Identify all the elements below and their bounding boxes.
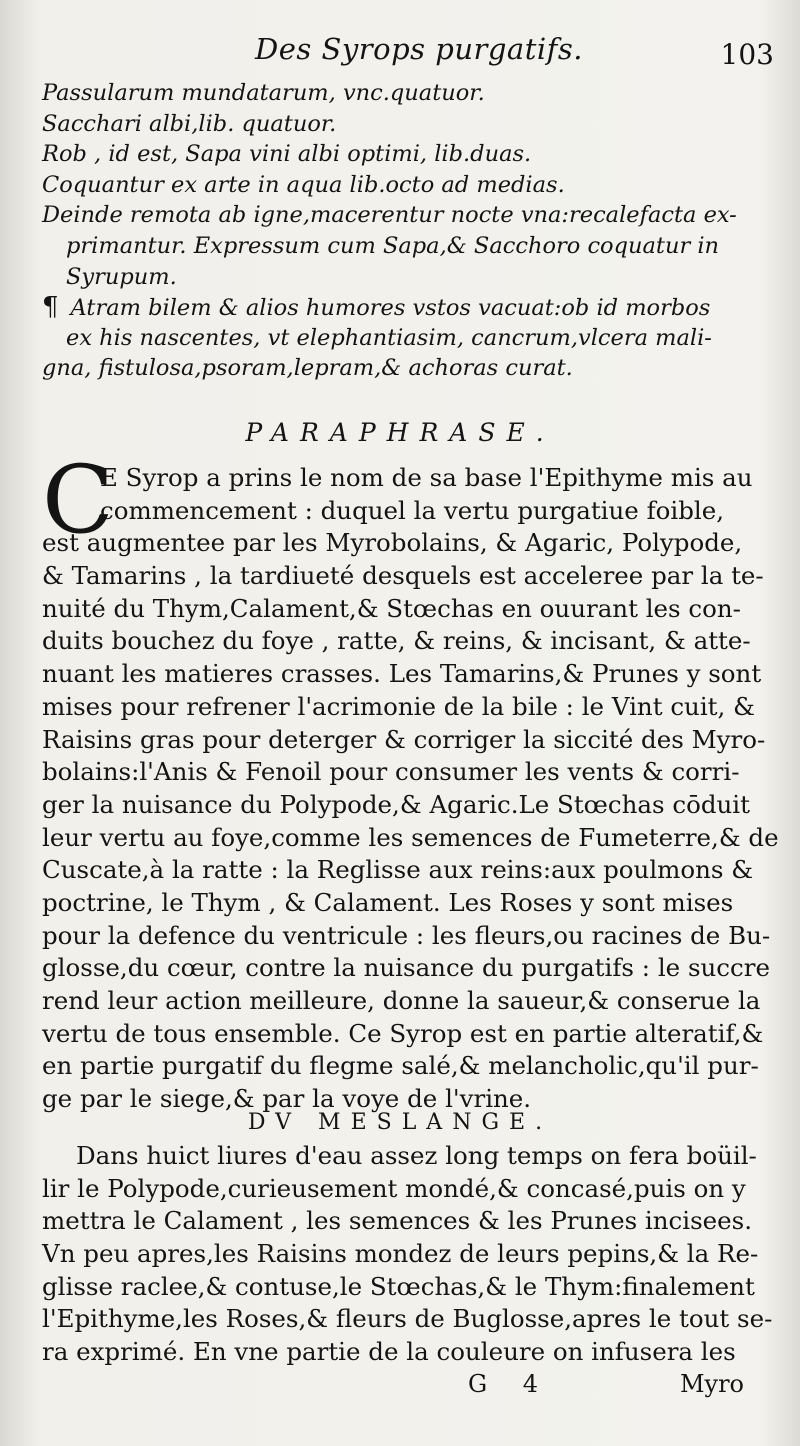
meslange-heading: DV MESLANGE.	[247, 1110, 553, 1135]
body-line: lir le Polypode,curieusement mondé,& concasé,puis on y	[42, 1173, 746, 1203]
body-line: mettra le Calament , les semences & les Prunes incisees.	[42, 1206, 753, 1236]
body-line: ger la nuisance du Polypode,& Agaric.Le Stœchas cōduit	[42, 789, 750, 819]
body-line: glosse,du cœur, contre la nuisance du purgatifs : le succre	[42, 953, 770, 983]
body-line: Vn peu apres,les Raisins mondez de leurs pepins,& la Re-	[42, 1239, 759, 1269]
body-line: bolains:l'Anis & Fenoil pour consumer les vents & corri-	[42, 757, 740, 787]
recipe-line: Rob , id est, Sapa vini albi optimi, lib.duas.	[42, 141, 532, 168]
recipe-line: Deinde remota ab igne,macerentur nocte vna:recalefacta ex-	[42, 202, 737, 229]
body-line: & Tamarins , la tardiueté desquels est acceleree par la te-	[42, 561, 764, 591]
note-line	[42, 292, 762, 323]
body-line: ge par le siege,& par la voye de l'vrine.	[42, 1084, 532, 1114]
body-line: ra exprimé. En vne partie de la couleure on infusera les	[42, 1337, 736, 1367]
note-line: gna, fistulosa,psoram,lepram,& achoras curat.	[42, 355, 573, 382]
recipe-line: Sacchari albi,lib. quatuor.	[42, 110, 337, 137]
pilcrow-mark: ¶	[42, 292, 59, 323]
body-line: vertu de tous ensemble. Ce Syrop est en partie alteratif,&	[42, 1018, 764, 1048]
body-line: en partie purgatif du flegme salé,& melancholic,qu'il pur-	[42, 1051, 759, 1081]
recipe-line: Syrupum.	[66, 263, 177, 290]
body-line: pour la defence du ventricule : les fleurs,ou racines de Bu-	[42, 920, 771, 950]
body-line: leur vertu au foye,comme les semences de Fumeterre,& de	[42, 822, 779, 852]
body-line: duits bouchez du foye , ratte, & reins, & incisant, & atte-	[42, 626, 751, 656]
body-line: est augmentee par les Myrobolains, & Agaric, Polypode,	[42, 528, 743, 558]
meslange-body	[42, 1140, 773, 1369]
recipe-line: Coquantur ex arte in aqua lib.octo ad medias.	[42, 171, 565, 198]
body-line: Cuscate,à la ratte : la Reglisse aux reins:aux poulmons &	[42, 855, 754, 885]
body-line: nuant les matieres crasses. Les Tamarins,& Prunes y sont	[42, 659, 762, 689]
body-line: l'Epithyme,les Roses,& fleurs de Buglosse,apres le tout se-	[42, 1304, 773, 1334]
page-header	[0, 32, 800, 72]
body-line: glisse raclee,& contuse,le Stœchas,& le Thym:finalement	[42, 1271, 755, 1301]
catchword: Myro	[679, 1370, 744, 1398]
note-text: Atram bilem & alios humores vstos vacuat:ob id morbos	[70, 295, 711, 322]
body-line: commencement : duquel la vertu purgatiue foible,	[100, 495, 725, 525]
body-line: nuité du Thym,Calament,& Stœchas en ouurant les con-	[42, 593, 741, 623]
recipe-block	[42, 78, 762, 384]
body-line: rend leur action meilleure, donne la saueur,& conserue la	[42, 986, 761, 1015]
paraphrase-heading: PARAPHRASE.	[245, 418, 555, 447]
body-line: mises pour refrener l'acrimonie de la bile : le Vint cuit, &	[42, 691, 755, 721]
drop-cap: C	[42, 446, 114, 555]
signature-mark: G 4	[468, 1370, 553, 1398]
note-line: ex his nascentes, vt elephantiasim, cancrum,vlcera mali-	[66, 324, 712, 351]
page-number: 103	[720, 38, 774, 71]
paraphrase-body	[42, 446, 779, 1116]
body-line: Raisins gras pour deterger & corriger la siccité des Myro-	[42, 724, 766, 754]
page-footer	[0, 1370, 800, 1410]
body-line: poctrine, le Thym , & Calament. Les Roses y sont mises	[42, 887, 734, 917]
body-line: E Syrop a prins le nom de sa base l'Epithyme mis au	[100, 463, 753, 492]
body-line: Dans huict liures d'eau assez long temps on fera boüil-	[76, 1141, 757, 1170]
recipe-line: Passularum mundatarum, vnc.quatuor.	[42, 80, 485, 106]
running-title: Des Syrops purgatifs.	[255, 32, 583, 66]
recipe-line: primantur. Expressum cum Sapa,& Sacchoro coquatur in	[66, 232, 720, 259]
